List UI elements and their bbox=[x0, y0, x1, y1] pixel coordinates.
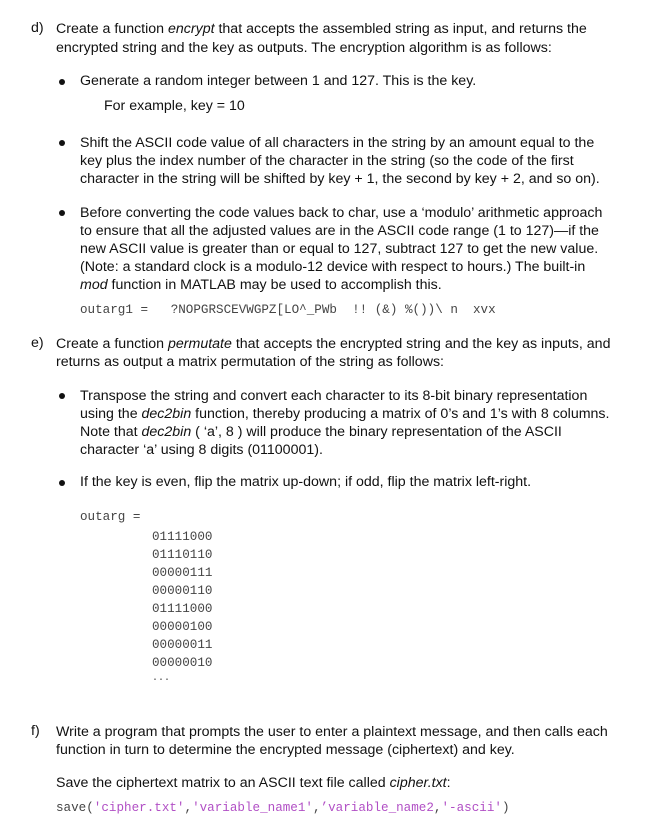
save-comma: , bbox=[433, 801, 442, 815]
save-close: ) bbox=[501, 801, 510, 815]
matrix-row: 01111000 bbox=[152, 530, 213, 544]
matrix-row: 00000100 bbox=[152, 620, 213, 634]
code-outarg1: outarg1 = ?NOPGRSCEVWGPZ[LO^_PWb !! (&) %())\ n xvx bbox=[80, 303, 496, 317]
section-e-line-1: Create a function permutate that accepts the encrypted string and the key as inputs, and bbox=[56, 336, 611, 352]
save-arg: '-ascii' bbox=[441, 801, 502, 815]
bullet-d-1: Generate a random integer between 1 and 127. This is the key. bbox=[80, 73, 477, 89]
bullet-d-3-line: mod function in MATLAB may be used to accomplish this. bbox=[80, 277, 442, 293]
save-fn: save( bbox=[56, 801, 94, 815]
code-save-call bbox=[56, 801, 510, 815]
bullet-e-1-line: Transpose the string and convert each character to its 8-bit binary representation bbox=[80, 388, 588, 404]
binary-matrix bbox=[152, 528, 212, 686]
bullet-d-3-line: (Note: a standard clock is a modulo-12 device with respect to hours.) The built-in bbox=[80, 259, 586, 275]
matrix-row: 00000111 bbox=[152, 566, 213, 580]
section-f-line-3: Save the ciphertext matrix to an ASCII text file called cipher.txt: bbox=[56, 775, 451, 791]
section-d-marker: d) bbox=[31, 20, 44, 36]
bullet-d-3-line: Before converting the code values back to char, use a ‘modulo’ arithmetic approach bbox=[80, 205, 603, 221]
bullet-icon bbox=[59, 210, 65, 216]
bullet-d-2-line: character in the string will be shifted by key + 1, the second by key + 2, and so on). bbox=[80, 171, 600, 187]
section-e-line-2: returns as output a matrix permutation of the string as follows: bbox=[56, 354, 444, 370]
section-f-line-2: function in turn to determine the encrypted message (ciphertext) and key. bbox=[56, 742, 515, 758]
section-e-marker: e) bbox=[31, 335, 44, 351]
save-comma: , bbox=[184, 801, 193, 815]
bullet-e-1-line: character ‘a’ using 8 digits (01100001). bbox=[80, 442, 323, 458]
matrix-row: 00000110 bbox=[152, 584, 213, 598]
bullet-d-3-line: to ensure that all the adjusted values are in the ASCII code range (1 to 127)—if the bbox=[80, 223, 599, 239]
bullet-icon bbox=[59, 480, 65, 486]
bullet-icon bbox=[59, 393, 65, 399]
bullet-d-3-line: new ASCII value is greater than or equal to 127, subtract 127 to get the new value. bbox=[80, 241, 599, 257]
bullet-icon bbox=[59, 79, 65, 85]
matrix-ellipsis: ... bbox=[152, 673, 171, 684]
section-f-line-1: Write a program that prompts the user to enter a plaintext message, and then calls each bbox=[56, 724, 608, 740]
section-d-line-1: Create a function encrypt that accepts the assembled string as input, and returns the bbox=[56, 21, 587, 37]
bullet-d-2-line: Shift the ASCII code value of all characters in the string by an amount equal to the bbox=[80, 135, 595, 151]
matrix-row: 01111000 bbox=[152, 602, 213, 616]
bullet-e-2: If the key is even, flip the matrix up-down; if odd, flip the matrix left-right. bbox=[80, 474, 532, 490]
bullet-d-2-line: key plus the index number of the character in the string (so the code of the first bbox=[80, 153, 574, 169]
matrix-row: 01110110 bbox=[152, 548, 213, 562]
save-arg: 'variable_name1' bbox=[192, 801, 313, 815]
matrix-row: 00000011 bbox=[152, 638, 213, 652]
matrix-row: 00000010 bbox=[152, 656, 213, 670]
save-comma: , bbox=[312, 801, 321, 815]
bullet-d-1-example: For example, key = 10 bbox=[104, 98, 245, 114]
save-arg: 'cipher.txt' bbox=[93, 801, 185, 815]
section-d-line-2: encrypted string and the key as outputs. The encryption algorithm is as follows: bbox=[56, 40, 552, 56]
code-outarg-label: outarg = bbox=[80, 510, 141, 524]
bullet-icon bbox=[59, 140, 65, 146]
section-f-marker: f) bbox=[31, 723, 40, 739]
save-arg: ’variable_name2 bbox=[320, 801, 434, 815]
bullet-e-1-line: Note that dec2bin ( ‘a’, 8 ) will produce the binary representation of the ASCII bbox=[80, 424, 562, 440]
bullet-e-1-line: using the dec2bin function, thereby producing a matrix of 0’s and 1’s with 8 columns. bbox=[80, 406, 610, 422]
